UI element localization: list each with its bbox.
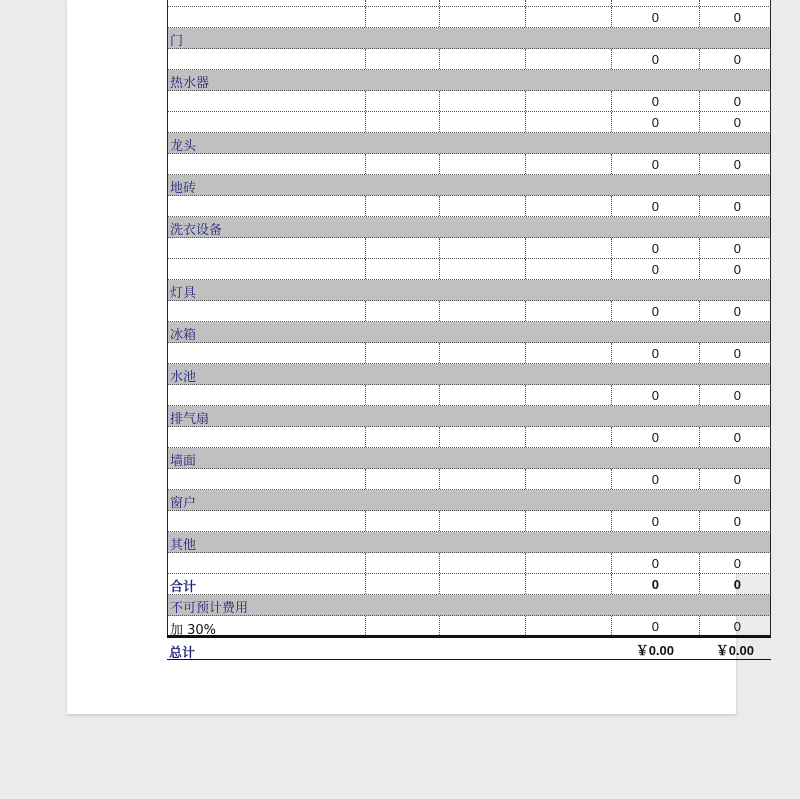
table-cell[interactable] (439, 238, 525, 258)
table-cell[interactable] (611, 154, 699, 174)
amount-value-a: 0 (651, 262, 659, 277)
category-row (167, 280, 771, 301)
table-cell[interactable] (699, 196, 771, 216)
budget-table (167, 0, 771, 660)
table-row (167, 469, 771, 490)
amount-value-a: ￥0.00 (635, 643, 674, 658)
category-row (167, 364, 771, 385)
table-row (167, 553, 771, 574)
table-cell[interactable] (611, 553, 699, 573)
table-cell[interactable] (699, 7, 771, 27)
category-label: 灯具 (170, 286, 197, 301)
table-cell[interactable] (699, 259, 771, 279)
table-cell[interactable] (439, 301, 525, 321)
amount-value-a: 0 (651, 514, 659, 529)
amount-value-b: 0 (733, 556, 741, 571)
table-cell[interactable] (365, 427, 439, 447)
table-cell[interactable] (525, 511, 611, 531)
table-cell[interactable] (365, 616, 439, 635)
table-cell[interactable] (699, 154, 771, 174)
table-row (167, 196, 771, 217)
amount-value-b: 0 (733, 157, 741, 172)
amount-value-a: 0 (651, 472, 659, 487)
amount-value-a: 0 (651, 157, 659, 172)
table-row (167, 49, 771, 70)
table-cell[interactable] (525, 7, 611, 27)
table-row (167, 112, 771, 133)
category-row (167, 490, 771, 511)
table-cell[interactable] (365, 238, 439, 258)
category-label: 洗衣设备 (170, 223, 223, 238)
amount-value-a: 0 (651, 10, 659, 25)
table-cell[interactable] (439, 553, 525, 573)
category-label: 墙面 (170, 454, 197, 469)
grand-label: 总计 (169, 646, 196, 661)
table-cell[interactable] (525, 343, 611, 363)
table-row (167, 91, 771, 112)
table-cell[interactable] (699, 301, 771, 321)
table-cell[interactable] (611, 112, 699, 132)
table-cell[interactable] (611, 259, 699, 279)
amount-value-b: 0 (733, 304, 741, 319)
table-cell[interactable] (439, 385, 525, 405)
amount-value-a: 0 (651, 199, 659, 214)
table-cell[interactable] (365, 385, 439, 405)
amount-value-b: 0 (733, 619, 741, 634)
table-cell[interactable] (611, 574, 699, 594)
plus-label: 加 30% (170, 623, 217, 638)
amount-value-b: 0 (733, 346, 741, 361)
category-label: 龙头 (170, 139, 197, 154)
amount-value-a: 0 (651, 52, 659, 67)
table-cell[interactable] (439, 0, 525, 6)
table-cell[interactable] (699, 238, 771, 258)
contingency-row (167, 616, 771, 638)
table-cell[interactable] (365, 343, 439, 363)
table-cell[interactable] (439, 7, 525, 27)
table-cell[interactable] (439, 91, 525, 111)
table-cell[interactable] (439, 259, 525, 279)
table-cell[interactable] (699, 469, 771, 489)
table-cell[interactable] (699, 427, 771, 447)
amount-value-b: 0 (733, 94, 741, 109)
category-row (167, 70, 771, 91)
category-label: 其他 (170, 538, 197, 553)
table-cell[interactable] (365, 112, 439, 132)
table-cell[interactable] (525, 469, 611, 489)
table-cell[interactable] (439, 616, 525, 635)
category-row (167, 28, 771, 49)
table-cell[interactable] (525, 238, 611, 258)
table-cell[interactable] (699, 574, 771, 594)
table-cell[interactable] (611, 427, 699, 447)
table-cell[interactable] (611, 91, 699, 111)
table-cell[interactable] (365, 574, 439, 594)
category-label: 不可预计费用 (170, 601, 249, 616)
table-row (167, 511, 771, 532)
table-cell[interactable] (699, 616, 771, 635)
table-cell[interactable] (365, 553, 439, 573)
table-cell[interactable] (699, 385, 771, 405)
amount-value-a: 0 (651, 304, 659, 319)
table-cell[interactable] (611, 511, 699, 531)
category-label: 窗户 (170, 496, 197, 511)
table-cell[interactable] (439, 469, 525, 489)
category-label: 排气扇 (170, 412, 210, 427)
amount-value-b: 0 (733, 430, 741, 445)
table-cell[interactable] (610, 638, 698, 659)
table-cell[interactable] (611, 385, 699, 405)
table-cell[interactable] (611, 238, 699, 258)
table-cell[interactable] (699, 553, 771, 573)
table-cell[interactable] (365, 49, 439, 69)
table-cell[interactable] (525, 553, 611, 573)
category-row (167, 532, 771, 553)
table-cell[interactable] (525, 0, 611, 6)
table-cell[interactable] (525, 154, 611, 174)
table-cell[interactable] (699, 91, 771, 111)
category-row (167, 406, 771, 427)
table-cell[interactable] (525, 259, 611, 279)
table-cell[interactable] (699, 343, 771, 363)
subtotal-label: 合计 (170, 580, 197, 595)
table-cell[interactable] (525, 112, 611, 132)
table-cell[interactable] (699, 112, 771, 132)
table-cell[interactable] (365, 196, 439, 216)
table-cell[interactable] (439, 511, 525, 531)
table-cell[interactable] (439, 49, 525, 69)
amount-value-b: 0 (733, 241, 741, 256)
category-row (167, 217, 771, 238)
table-cell[interactable] (365, 154, 439, 174)
category-label: 门 (170, 34, 184, 49)
amount-value-a: 0 (651, 388, 659, 403)
category-label: 地砖 (170, 181, 197, 196)
table-cell[interactable] (439, 154, 525, 174)
spreadsheet-page (67, 0, 754, 714)
table-cell[interactable] (365, 91, 439, 111)
amount-value-b: 0 (733, 262, 741, 277)
amount-value-b: 0 (733, 472, 741, 487)
category-row (167, 133, 771, 154)
table-cell[interactable] (525, 196, 611, 216)
category-label: 冰箱 (170, 328, 197, 343)
table-cell[interactable] (611, 49, 699, 69)
table-cell[interactable] (439, 343, 525, 363)
amount-value-a: 0 (651, 577, 659, 592)
category-label: 热水器 (170, 76, 210, 91)
amount-value-b: ￥0.00 (715, 643, 754, 658)
category-row (167, 175, 771, 196)
table-cell[interactable] (611, 616, 699, 635)
table-row (167, 427, 771, 448)
table-cell[interactable] (439, 427, 525, 447)
table-cell[interactable] (365, 259, 439, 279)
table-cell[interactable] (699, 0, 771, 6)
table-cell[interactable] (365, 301, 439, 321)
subtotal-row (167, 574, 771, 595)
amount-value-a: 0 (651, 346, 659, 361)
amount-value-b: 0 (733, 514, 741, 529)
amount-value-a: 0 (651, 430, 659, 445)
table-cell[interactable] (365, 0, 439, 6)
table-row (167, 154, 771, 175)
table-cell[interactable] (365, 7, 439, 27)
category-row (167, 322, 771, 343)
table-row (167, 385, 771, 406)
table-cell[interactable] (525, 616, 611, 635)
amount-value-a: 0 (651, 241, 659, 256)
table-cell[interactable] (699, 511, 771, 531)
table-cell[interactable] (365, 511, 439, 531)
table-cell[interactable] (525, 427, 611, 447)
table-cell[interactable] (698, 638, 770, 659)
table-cell[interactable] (525, 385, 611, 405)
table-cell[interactable] (439, 112, 525, 132)
table-row (167, 7, 771, 28)
table-cell[interactable] (525, 91, 611, 111)
table-cell[interactable] (439, 196, 525, 216)
amount-value-a: 0 (651, 115, 659, 130)
table-cell[interactable] (611, 7, 699, 27)
table-cell[interactable] (525, 301, 611, 321)
table-cell[interactable] (611, 301, 699, 321)
amount-value-b: 0 (733, 52, 741, 67)
table-cell[interactable] (699, 49, 771, 69)
amount-value-a: 0 (651, 619, 659, 634)
grand-total-row (167, 638, 771, 660)
table-row (167, 0, 771, 7)
amount-value-a: 0 (651, 94, 659, 109)
table-row (167, 259, 771, 280)
category-label: 水池 (170, 370, 197, 385)
amount-value-a: 0 (651, 556, 659, 571)
table-cell[interactable] (524, 638, 610, 659)
amount-value-b: 0 (733, 115, 741, 130)
table-row (167, 238, 771, 259)
table-row (167, 343, 771, 364)
table-cell[interactable] (611, 0, 699, 6)
amount-value-b: 0 (733, 199, 741, 214)
category-row (167, 448, 771, 469)
amount-value-b: 0 (733, 388, 741, 403)
table-cell[interactable] (365, 469, 439, 489)
table-cell[interactable] (439, 574, 525, 594)
table-cell[interactable] (438, 638, 524, 659)
table-cell[interactable] (611, 469, 699, 489)
amount-value-b: 0 (733, 577, 741, 592)
table-cell[interactable] (611, 343, 699, 363)
table-row (167, 301, 771, 322)
table-cell[interactable] (364, 638, 438, 659)
amount-value-b: 0 (733, 10, 741, 25)
table-cell[interactable] (611, 196, 699, 216)
category-row (167, 595, 771, 616)
table-cell[interactable] (525, 49, 611, 69)
table-cell[interactable] (525, 574, 611, 594)
